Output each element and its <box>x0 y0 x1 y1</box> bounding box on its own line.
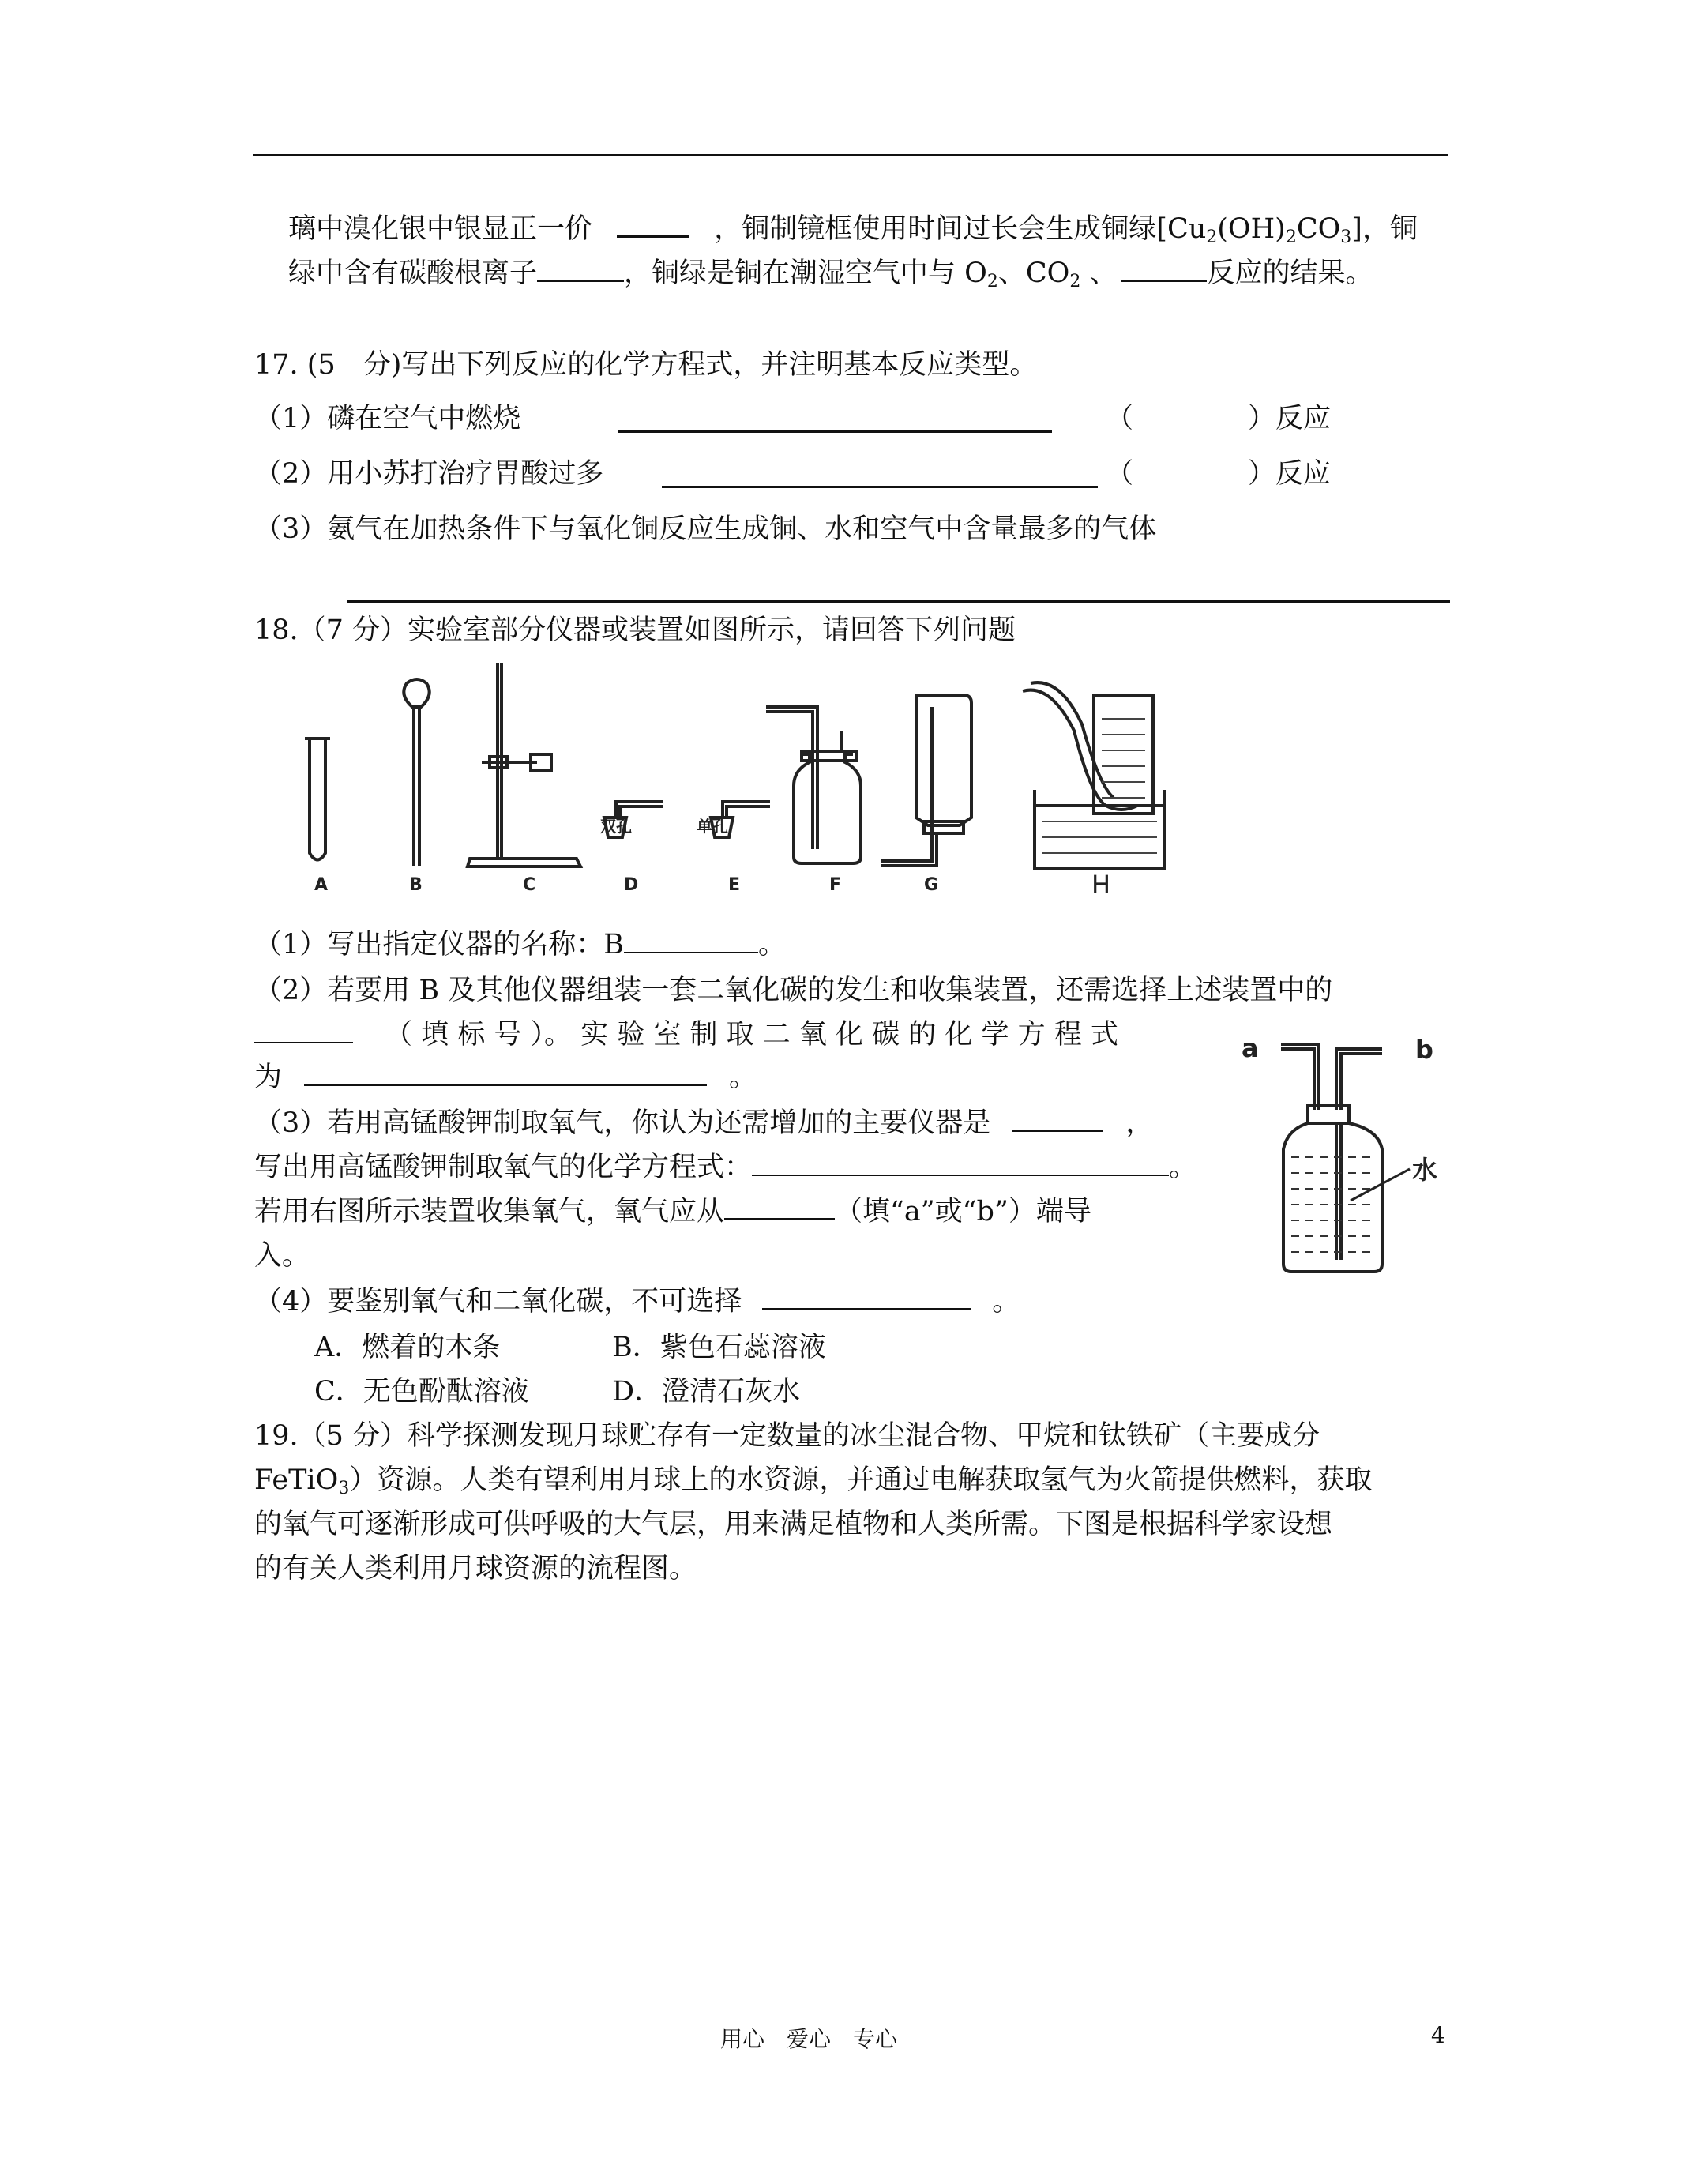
water-trough-H <box>1023 682 1165 869</box>
label-E-text: 单孔 <box>697 817 728 836</box>
q18-blank-1[interactable] <box>624 928 758 953</box>
q18-option-C: C．无色酚酞溶液 <box>314 1376 529 1408</box>
q16-blank-2[interactable] <box>537 257 624 282</box>
funnel-B <box>404 679 429 866</box>
bottle-label-a: a <box>1242 1033 1259 1063</box>
q18-p3-c: 写出用高锰酸钾制取氧气的化学方程式： 。 <box>254 1152 1197 1183</box>
label-G: G <box>924 875 939 895</box>
q19-line-2: FeTiO$_3$）资源。人类有望利用月球上的水资源，并通过电解获取氢气为火箭提供燃料，获取 <box>254 1464 1373 1498</box>
q18-title: 18.（7 分）实验室部分仪器或装置如图所示，请回答下列问题 <box>254 615 1016 646</box>
q18-option-D: D．澄清石灰水 <box>612 1376 801 1408</box>
collecting-bottle-figure <box>1232 1027 1469 1280</box>
q19-line-4: 的有关人类利用月球资源的流程图。 <box>254 1553 697 1584</box>
q16-line-2: 绿中含有碳酸根离子 ，铜绿是铜在潮湿空气中与 $O_2$、$CO_2$ 、 反应的结果。 <box>288 257 1373 291</box>
q16-blank-3[interactable] <box>1121 256 1207 282</box>
q18-blank-3[interactable] <box>304 1060 707 1086</box>
q18-p4: （4）要鉴别氧气和二氧化碳，不可选择 。 <box>254 1286 1020 1318</box>
q18-option-A: A．燃着的木条 <box>314 1332 501 1363</box>
header-rule <box>253 154 1448 156</box>
q18-blank-5[interactable] <box>752 1151 1169 1176</box>
label-D-text: 双孔 <box>600 817 632 836</box>
q19-line-1: 19.（5 分）科学探测发现月球贮存有一定数量的冰尘混合物、甲烷和钛铁矿（主要成分 <box>254 1420 1320 1452</box>
iron-stand-C <box>468 663 580 866</box>
label-E: E <box>728 875 741 895</box>
q18-p3-a: （3）若用高锰酸钾制取氧气，你认为还需增加的主要仪器是 ， <box>254 1107 1154 1139</box>
page-number: 4 <box>1431 2022 1445 2048</box>
q18-p2-c: 为 。 <box>254 1062 757 1093</box>
q18-blank-2[interactable] <box>254 1018 353 1043</box>
q18-p3-e: 若用右图所示装置收集氧气，氧气应从 （填“a”或“b”）端导 <box>254 1196 1091 1227</box>
q17-blank-3[interactable] <box>347 600 1450 603</box>
q18-option-B: B．紫色石蕊溶液 <box>612 1332 826 1363</box>
q18-p2-a: （2）若要用 B 及其他仪器组装一套二氧化碳的发生和收集装置，还需选择上述装置中的 <box>254 975 1333 1006</box>
q18-blank-6[interactable] <box>724 1194 835 1220</box>
gas-bottle-F <box>766 707 861 863</box>
q17-paren-close-1: ）反应 <box>1248 403 1332 434</box>
q16-blank-1[interactable] <box>617 212 689 238</box>
q17-paren-close-2: ）反应 <box>1248 458 1332 490</box>
q18-p1: （1）写出指定仪器的名称：B 。 <box>254 929 787 960</box>
q18-blank-7[interactable] <box>762 1284 971 1310</box>
q19-line-3: 的氧气可逐渐形成可供呼吸的大气层，用来满足植物和人类所需。下图是根据科学家设想 <box>254 1509 1333 1540</box>
q18-p2-b: （ 填 标 号 ）。 实 验 室 制 取 二 氧 化 碳 的 化 学 方 程 式 <box>254 1017 1118 1052</box>
label-H: H <box>1091 870 1111 900</box>
q17-item-3: （3）氨气在加热条件下与氧化铜反应生成铜、水和空气中含量最多的气体 <box>254 513 1157 545</box>
q16-line-1: 璃中溴化银中银显正一价 ，铜制镜框使用时间过长会生成铜绿$[Cu_2(OH)_2CO_3]$，铜 <box>288 213 1418 247</box>
q18-blank-4[interactable] <box>1012 1106 1103 1132</box>
q17-paren-open-2: （ <box>1106 458 1134 490</box>
q17-title: 17. (5 分)写出下列反应的化学方程式，并注明基本反应类型。 <box>254 349 1038 381</box>
apparatus-figure <box>292 660 1185 900</box>
q17-item-2: （2）用小苏打治疗胃酸过多 <box>254 458 604 490</box>
label-C: C <box>523 875 536 895</box>
label-F: F <box>829 875 842 895</box>
q17-blank-1[interactable] <box>618 430 1052 433</box>
q18-p3-g: 入。 <box>254 1240 310 1272</box>
q17-item-1: （1）磷在空气中燃烧 <box>254 403 521 434</box>
bottle-label-b: b <box>1415 1035 1433 1065</box>
test-tube-A <box>305 739 330 860</box>
q17-blank-2[interactable] <box>662 486 1098 488</box>
footer-text: 用心 爱心 专心 <box>720 2026 898 2052</box>
gas-bottle-G <box>881 695 971 866</box>
bottle-label-water: 水 <box>1412 1155 1438 1185</box>
q17-paren-open-1: （ <box>1106 403 1134 434</box>
label-B: B <box>409 875 423 895</box>
label-D: D <box>624 875 639 895</box>
label-A: A <box>314 875 329 895</box>
